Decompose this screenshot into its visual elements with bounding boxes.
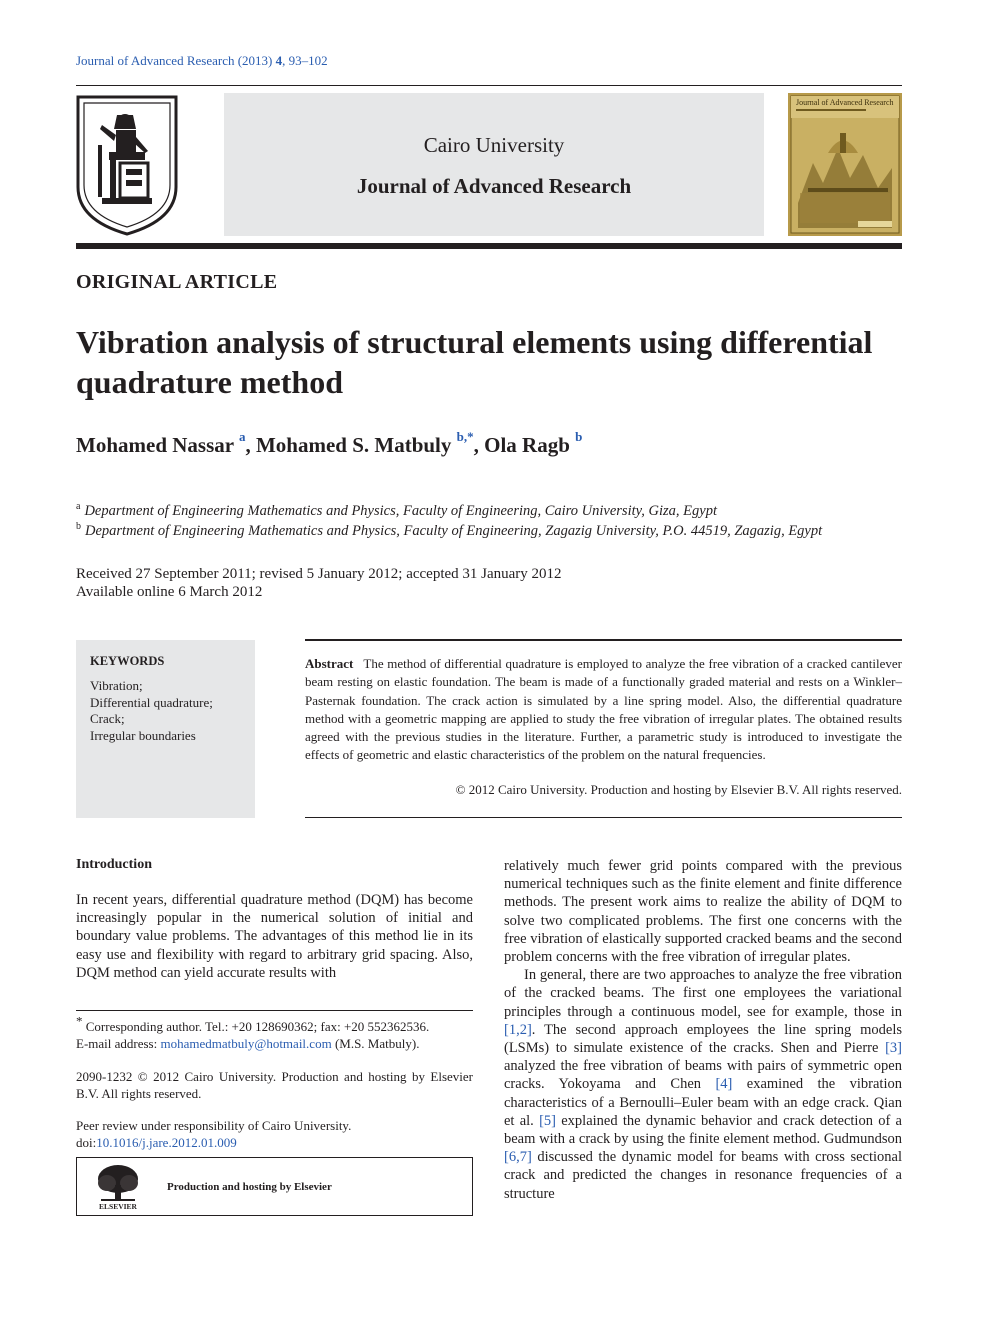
paragraph-text: explained the dynamic behavior and crack detection of a beam with a crack by using the finite element method. Gudmundson [504,1112,902,1148]
university-name: Cairo University [423,133,565,157]
journal-ref-name: Journal of Advanced Research (2013) [76,53,276,68]
journal-cover-image[interactable] [788,93,902,236]
paragraph-text: discussed the dynamic model for beams with cross sectional crack and predicted the changes in resonance frequencies of a structure [504,1149,902,1202]
paragraph-text: In general, there are two approaches to analyze the free vibration of the cracked beams. The first one employees the variational principles through a continuous model, see for example, those in [504,967,902,1020]
author-separator: , [245,433,256,457]
elsevier-label: Production and hosting by Elsevier [167,1181,332,1193]
header-top-rule [76,85,902,86]
peer-review-text: Peer review under responsibility of Cairo University. [76,1118,352,1133]
introduction-paragraph: In recent years, differential quadrature method (DQM) has become increasingly popular in the numerical solution of initial and boundary value problems. The advantages of this method lie in its easy use and flexibility with regard to arbitrary grid spacing. Also, DQM method can yield accurate results with [76,892,473,981]
author-3-affiliation-mark[interactable]: b [575,429,583,444]
abstract-text: The method of differential quadrature is employed to analyze the free vibration of a cracked cantilever beam resting on elastic foundation. The beam is made of a functionally graded material and rests on a Winkler–Pasternak foundation. The crack action is simulated by a line spring model. Also, the differential quadrature method with a geometric mapping are applied to study the free vibration of irregular plates. The obtained results agreed with the previous studies in the literature. Further, a parametric study is introduced to investigate the effects of geometric and elastic characteristics of the problem on the natural frequencies. [305,656,902,763]
paragraph-text: analyzed the free vibration of beams with pairs of symmetric open cracks. Yokoyama and Chen [504,1058,902,1093]
doi-label: doi: [76,1135,97,1150]
paragraph-text: . The second approach employees the line spring models (LSMs) to simulate existence of the cracks. Shen and Pierre [504,1021,902,1057]
header-bottom-rule [76,243,902,249]
introduction-heading: Introduction [76,857,152,872]
pharaoh-shield-icon [76,95,178,236]
doi-link[interactable]: 10.1016/j.jare.2012.01.009 [96,1135,237,1150]
cairo-university-logo [76,95,178,236]
footnote-rule [76,1010,473,1011]
abstract-top-rule [305,639,902,641]
keyword-item: Differential quadrature; [90,694,213,710]
email-owner: (M.S. Matbuly). [331,1036,420,1051]
corresponding-author-footnote [76,1013,473,1052]
keyword-item: Crack; [90,711,125,726]
elsevier-tree-icon [93,1163,143,1211]
affiliation-a-mark: a [76,501,81,512]
right-paragraph-1: relatively much fewer grid points compared with the previous numerical techniques such as the finite element and finite difference methods. The present work aims to realize the ability of DQM to solve two complicated problems. The first one concerns with the free vibration of elastically supported cracked beams and the second problem concerns with the free vibration of irregular plates. [504,858,902,966]
history-dates: Received 27 September 2011; revised 5 January 2012; accepted 31 January 2012 [76,566,562,582]
author-list [76,429,583,458]
author-separator: , [473,433,485,457]
keywords-list [90,678,213,744]
article-title: Vibration analysis of structural elements using differential quadrature method [76,324,873,400]
citation-3[interactable]: [3] [885,1040,902,1057]
history-online: Available online 6 March 2012 [76,584,263,600]
cover-illustration [788,93,902,236]
keyword-item: Vibration; [90,678,143,693]
author-1[interactable]: Mohamed Nassar [76,433,234,457]
abstract-bottom-rule [305,817,902,818]
journal-ref-volume: 4 [275,53,283,68]
cover-title: Journal of Advanced Research [796,98,894,107]
article-history [76,565,562,601]
author-2-affiliation-mark[interactable]: b,* [456,429,474,444]
elsevier-hosting-box[interactable] [76,1157,473,1216]
keywords-panel [76,640,255,818]
footnote-contact: Corresponding author. Tel.: +20 128690362; fax: +20 552362536. [82,1019,430,1034]
author-3[interactable]: Ola Ragb [484,433,570,457]
journal-ref-pages: , 93–102 [282,53,328,68]
email-link[interactable]: mohamedmatbuly@hotmail.com [160,1036,332,1051]
affiliation-b-mark: b [76,521,81,532]
journal-name: Journal of Advanced Research [356,174,632,198]
peer-review-note [76,1117,473,1151]
right-column [504,857,902,1203]
author-2[interactable]: Mohamed S. Matbuly [255,433,452,457]
article-type: ORIGINAL ARTICLE [76,271,278,293]
keyword-item: Irregular boundaries [90,727,196,743]
abstract-label: Abstract [305,656,354,671]
citation-6-7[interactable]: [6,7] [504,1149,532,1166]
citation-4[interactable]: [4] [715,1076,733,1093]
affiliation-b-text: Department of Engineering Mathematics and Physics, Faculty of Engineering, Zagazig University, P.O. 44519, Zagazig, Egypt [85,522,823,539]
paragraph-text: examined the vibration characteristics of a Bernoulli–Euler beam with an edge crack. Qian et al. [504,1076,902,1129]
affiliation-a [76,501,717,520]
journal-reference[interactable] [76,53,328,69]
affiliation-b [76,521,822,540]
elsevier-wordmark: ELSEVIER [99,1202,137,1211]
issn-copyright: 2090-1232 © 2012 Cairo University. Production and hosting by Elsevier B.V. All rights reserved. [76,1069,473,1101]
author-1-affiliation-mark[interactable]: a [238,429,246,444]
email-label: E-mail address: [76,1036,161,1051]
elsevier-tree-logo [93,1163,143,1211]
right-paragraph-2 [504,966,902,1203]
footnote-star: * [76,1013,83,1029]
journal-masthead [224,93,764,236]
abstract-body [305,655,902,765]
affiliation-a-text: Department of Engineering Mathematics and Physics, Faculty of Engineering, Cairo University, Giza, Egypt [84,502,717,519]
citation-1-2[interactable]: [1,2] [504,1021,532,1038]
keywords-heading: KEYWORDS [90,654,165,668]
abstract-copyright: © 2012 Cairo University. Production and hosting by Elsevier B.V. All rights reserved. [455,782,902,797]
citation-5[interactable]: [5] [539,1112,556,1129]
